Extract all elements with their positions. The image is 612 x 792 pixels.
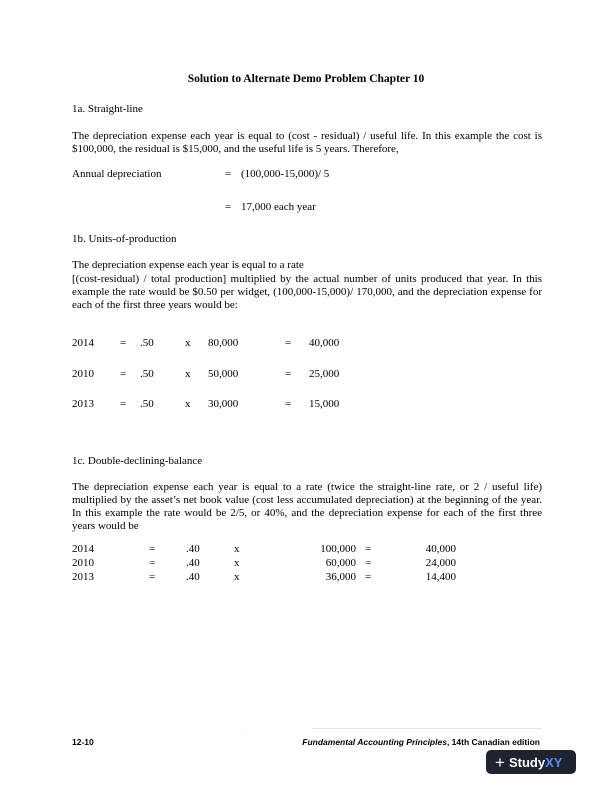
equals-sign: = [285, 337, 292, 349]
section-b-heading: 1b. Units-of-production [72, 233, 177, 245]
year-cell: 2014 [72, 543, 94, 555]
plus-icon: + [495, 753, 505, 772]
year-cell: 2013 [72, 571, 94, 583]
result-cell: 40,000 [309, 337, 340, 349]
footer-dot: . [240, 730, 242, 736]
year-cell: 2010 [72, 368, 94, 380]
book-title: Fundamental Accounting Principles [302, 737, 447, 747]
book-edition: , 14th Canadian edition [446, 737, 540, 747]
section-c-heading: 1c. Double-declining-balance [72, 455, 203, 467]
year-cell: 2013 [72, 398, 94, 410]
equals-sign: = [365, 557, 372, 569]
section-a-heading: 1a. Straight-line [72, 103, 143, 115]
badge-study-text: Study [508, 755, 546, 770]
equals-sign: = [149, 543, 156, 555]
result-cell: 15,000 [309, 398, 340, 410]
footer-divider [312, 728, 542, 729]
rate-cell: .40 [186, 557, 200, 569]
page-title: Solution to Alternate Demo Problem Chapter 10 [187, 73, 425, 85]
rate-cell: .50 [140, 398, 154, 410]
badge-xy-text: XY [545, 755, 563, 770]
book-value-cell: 36,000 [325, 571, 356, 583]
depreciation-formula: (100,000-15,000)/ 5 [241, 168, 330, 180]
equals-sign: = [365, 543, 372, 555]
section-c-paragraph: The depreciation expense each year is equal to a rate (twice the straight-line rate, or 2 / useful life) multiplied by the asset’s net book value (cost less accumulated depreciation) at the beginning of the year. In this example the rate would be 2/5, or 40%, and the depreciation expense for each of the first three years would be [72, 481, 542, 532]
section-b-line1: The depreciation expense each year is equal to a rate [72, 259, 304, 271]
units-cell: 50,000 [208, 368, 239, 380]
ddb-table-row [0, 571, 612, 584]
section-a-paragraph: The depreciation expense each year is equal to (cost - residual) / useful life. In this example the cost is $100,000, the residual is $15,000, and the useful life is 5 years. Therefore, [72, 130, 542, 155]
equals-sign: = [120, 368, 127, 380]
section-a-result-row [0, 201, 612, 214]
section-b-paragraph: [(cost-residual) / total production] multiplied by the actual number of units produced that year. In this example the rate would be $0.50 per widget, (100,000-15,000)/ 170,000, and the depreciation expense for each of the first three years would be: [72, 273, 542, 311]
result-cell: 40,000 [425, 543, 456, 555]
result-cell: 24,000 [425, 557, 456, 569]
book-value-cell: 100,000 [320, 543, 356, 555]
section-a-annual-row [0, 168, 612, 181]
equals-sign: = [365, 571, 372, 583]
times-sign: x [234, 543, 240, 555]
equals-sign: = [149, 571, 156, 583]
result-cell: 25,000 [309, 368, 340, 380]
footer-book-title [302, 737, 540, 747]
units-table-row [0, 337, 612, 350]
year-cell: 2010 [72, 557, 94, 569]
units-cell: 80,000 [208, 337, 239, 349]
annual-depreciation-label: Annual depreciation [72, 168, 162, 180]
times-sign: x [234, 557, 240, 569]
ddb-table-row [0, 557, 612, 570]
rate-cell: .50 [140, 337, 154, 349]
units-table-row [0, 398, 612, 411]
equals-sign: = [285, 368, 292, 380]
equals-sign: = [149, 557, 156, 569]
rate-cell: .40 [186, 571, 200, 583]
result-cell: 14,400 [425, 571, 456, 583]
units-table-row [0, 368, 612, 381]
times-sign: x [185, 398, 191, 410]
book-value-cell: 60,000 [325, 557, 356, 569]
page-number: 12-10 [72, 737, 94, 747]
equals-sign: = [285, 398, 292, 410]
depreciation-result: 17,000 each year [241, 201, 316, 213]
times-sign: x [234, 571, 240, 583]
times-sign: x [185, 368, 191, 380]
ddb-table-row [0, 543, 612, 556]
times-sign: x [185, 337, 191, 349]
year-cell: 2014 [72, 337, 94, 349]
equals-sign: = [225, 168, 232, 180]
equals-sign: = [225, 201, 232, 213]
units-cell: 30,000 [208, 398, 239, 410]
equals-sign: = [120, 337, 127, 349]
equals-sign: = [120, 398, 127, 410]
rate-cell: .40 [186, 543, 200, 555]
studyxy-badge[interactable] [486, 750, 576, 774]
rate-cell: .50 [140, 368, 154, 380]
